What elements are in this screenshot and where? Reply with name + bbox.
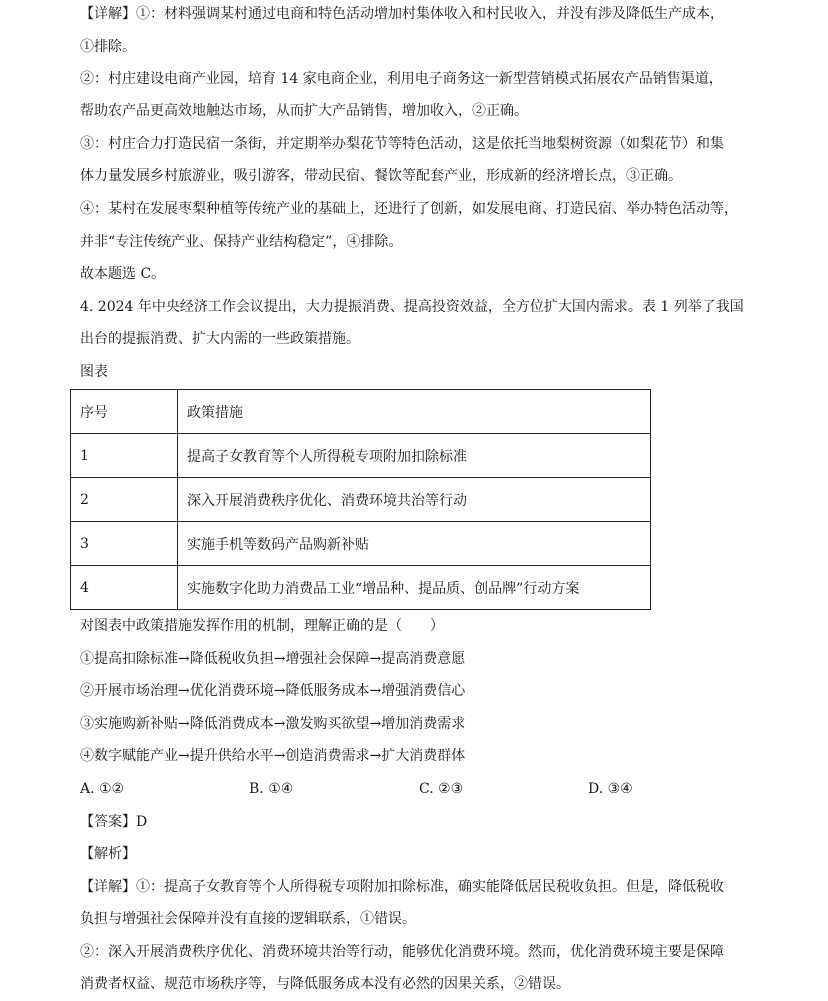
choice-c[interactable]: C. ②③ xyxy=(419,781,464,797)
question-stem-line-2: 出台的提振消费、扩大内需的一些政策措施。 xyxy=(80,331,360,347)
analysis-line-4: 帮助农产品更高效地触达市场，从而扩大产品销售，增加收入，②正确。 xyxy=(80,103,528,119)
analysis-line-5: ③：村庄合力打造民宿一条街，并定期举办梨花节等特色活动，这是依托当地梨树资源（如梨花节）和集 xyxy=(80,136,724,152)
detail-line-3: ②：深入开展消费秩序优化、消费环境共治等行动，能够优化消费环境。然而，优化消费环境主要是保障 xyxy=(80,944,724,960)
policy-table xyxy=(70,389,651,610)
statement-2: ②开展市场治理→优化消费环境→降低服务成本→增强消费信心 xyxy=(80,683,466,699)
detail-line-4: 消费者权益、规范市场秩序等，与降低服务成本没有必然的因果关系，②错误。 xyxy=(80,976,570,992)
question-prompt: 对图表中政策措施发挥作用的机制，理解正确的是（ ） xyxy=(80,618,444,634)
choice-a[interactable]: A. ①② xyxy=(80,781,125,797)
detail-line-2: 负担与增强社会保障并没有直接的逻辑联系，①错误。 xyxy=(80,911,416,927)
table-header-cell: 序号 xyxy=(71,390,178,434)
table-header-row xyxy=(71,390,651,434)
analysis-line-3: ②：村庄建设电商产业园，培育 14 家电商企业，利用电子商务这一新型营销模式拓展农产品销售渠道， xyxy=(80,71,723,87)
table-cell: 3 xyxy=(71,522,178,566)
figure-label: 图表 xyxy=(80,364,108,380)
table-cell: 2 xyxy=(71,478,178,522)
table-row xyxy=(71,566,651,610)
table-cell: 1 xyxy=(71,434,178,478)
analysis-line-2: ①排除。 xyxy=(80,39,136,55)
question-stem-line-1: 4. 2024 年中央经济工作会议提出，大力提振消费、提高投资效益，全方位扩大国内需求。表 1 列举了我国 xyxy=(80,299,744,315)
choice-b[interactable]: B. ①④ xyxy=(249,781,294,797)
analysis-line-6: 体力量发展乡村旅游业，吸引游客，带动民宿、餐饮等配套产业，形成新的经济增长点，③正确。 xyxy=(80,168,682,184)
analysis-line-1: 【详解】①：材料强调某村通过电商和特色活动增加村集体收入和村民收入，并没有涉及降低生产成本， xyxy=(80,6,724,22)
table-row xyxy=(71,522,651,566)
table-cell: 深入开展消费秩序优化、消费环境共治等行动 xyxy=(178,478,651,522)
analysis-line-7: ④：某村在发展枣梨种植等传统产业的基础上，还进行了创新，如发展电商、打造民宿、举办特色活动等， xyxy=(80,201,738,217)
statement-3: ③实施购新补贴→降低消费成本→激发购买欲望→增加消费需求 xyxy=(80,716,466,732)
answer-line: 【答案】D xyxy=(80,814,148,830)
table-row xyxy=(71,478,651,522)
analysis-line-8: 并非“专注传统产业、保持产业结构稳定”，④排除。 xyxy=(80,234,403,250)
table-cell: 4 xyxy=(71,566,178,610)
table-header-cell: 政策措施 xyxy=(178,390,651,434)
analysis-label: 【解析】 xyxy=(80,846,136,862)
analysis-conclusion: 故本题选 C。 xyxy=(80,266,166,282)
detail-line-1: 【详解】①：提高子女教育等个人所得税专项附加扣除标准，确实能降低居民税收负担。但是，降低税收 xyxy=(80,879,724,895)
table-cell: 提高子女教育等个人所得税专项附加扣除标准 xyxy=(178,434,651,478)
table-row xyxy=(71,434,651,478)
choice-d[interactable]: D. ③④ xyxy=(588,781,633,797)
table-cell: 实施手机等数码产品购新补贴 xyxy=(178,522,651,566)
statement-4: ④数字赋能产业→提升供给水平→创造消费需求→扩大消费群体 xyxy=(80,748,466,764)
statement-1: ①提高扣除标准→降低税收负担→增强社会保障→提高消费意愿 xyxy=(80,651,466,667)
answer-choices xyxy=(80,779,780,799)
table-cell: 实施数字化助力消费品工业“增品种、提品质、创品牌”行动方案 xyxy=(178,566,651,610)
